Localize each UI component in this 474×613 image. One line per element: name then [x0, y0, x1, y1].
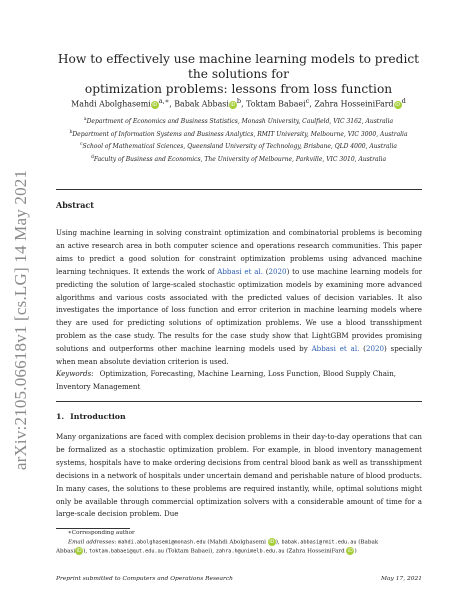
- orcid-icon[interactable]: iD: [76, 547, 82, 554]
- abstract-heading: Abstract: [56, 200, 94, 210]
- arxiv-sidebar: [4, 130, 38, 510]
- email-addresses-cont: Abbasi iD ), toktam.babaei@qut.edu.au (Toktam Babaei), zahra.h@unimelb.edu.au (Zahra HosseiniFard iD ): [56, 547, 357, 555]
- introduction-body: Many organizations are faced with complex decision problems in their day-to-day operations that can be formalized as a stochastic optimization problem. For example, in blood inventory management systems, hospitals have to make ordering decisions from central blood bank as well as transshipment decisions in a network of hospitals under uncertain demand and perishable nature of blood products. In many cases, the solutions to these problems are required instantly, while, optimal solutions might only be available through commercial optimization solvers with a considerable amount of time for a large-scale decision problem. Due: [56, 432, 422, 519]
- paper-title: [56, 52, 421, 97]
- footer-submission-note: Preprint submitted to Computers and Operations Research: [56, 576, 233, 582]
- email-link[interactable]: zahra.h@unimelb.edu.au: [215, 548, 285, 555]
- arxiv-identifier[interactable]: arXiv:2105.06618v1 [cs.LG] 14 May 2021: [11, 169, 30, 471]
- title-line-2: optimization problems: lessons from loss function: [84, 82, 393, 96]
- orcid-icon[interactable]: iD: [230, 101, 236, 108]
- section-divider: [56, 401, 422, 402]
- email-link[interactable]: mahdi.abolghasemi@monash.edu: [118, 539, 206, 546]
- author-name: Mahdi Abolghasemi: [71, 99, 151, 109]
- corresponding-author-note: ∗Corresponding author: [68, 530, 135, 536]
- footer-date: May 17, 2021: [381, 576, 422, 582]
- keywords-label: Keywords:: [56, 369, 94, 378]
- author-affiliation-marker: a,∗: [158, 97, 170, 105]
- keywords-text: Optimization, Forecasting, Machine Learning, Loss Function, Blood Supply Chain, Inventory Management: [56, 369, 397, 391]
- affiliation-item: $^a$Department of Economics and Business Statistics, Monash University, Caulfield, VIC 3162, Australia: [83, 117, 394, 125]
- section-heading: 1. Introduction: [56, 412, 126, 421]
- top-divider: [56, 189, 422, 190]
- citation-year-link[interactable]: 2020: [268, 266, 287, 276]
- author-list: Mahdi Abolghasemi iD $^{a,∗}$, Babak Abbasi iD $^b$, Toktam Babaei$^c$, Zahra HosseiniFard iD $^d$: [71, 97, 406, 109]
- citation-link[interactable]: Abbasi et al.: [311, 344, 360, 354]
- citation-link[interactable]: Abbasi et al.: [217, 266, 263, 276]
- title-line-1: How to effectively use machine learning models to predict the solutions for: [57, 52, 420, 81]
- citation-year-link[interactable]: 2020: [365, 344, 385, 354]
- abstract-body: Using machine learning in solving constraint optimization and combinatorial problems is becoming an active research area in both computer science and operations research communities. This paper aims to predict a good solution for constraint optimization problems using advanced machine learning techniques. It extends the work of Abbasi et al. (2020) to use machine learning models for predicting the solution of large-scaled stochastic optimization models by examining more advanced algorithms and various costs associated with the predicted values of decision variables. It also investigates the importance of loss function and error criterion in machine learning models where they are used for predicting solutions of optimization problems. We use a blood transshipment problem as the case study. The results for the case study show that LightGBM provides promising solutions and outperforms other machine learning models used by Abbasi et al. (2020) specially when mean absolute deviation criterion is used.: [56, 228, 423, 367]
- author-name: Zahra HosseiniFard: [314, 99, 394, 109]
- orcid-icon[interactable]: iD: [395, 101, 400, 108]
- affiliation-item: $^d$Faculty of Business and Economics, The University of Melbourne, Parkville, VIC 3010, Australia: [90, 154, 387, 163]
- author-affiliation-marker: c: [305, 97, 310, 105]
- orcid-icon[interactable]: iD: [152, 101, 158, 108]
- email-link[interactable]: babak.abbasi@rmit.edu.au: [281, 539, 357, 546]
- email-addresses: Email addresses: mahdi.abolghasemi@monash.edu (Mahdi Abolghasemi iD ), babak.abbasi@rmit.edu.au (Babak: [68, 538, 379, 546]
- orcid-icon[interactable]: iD: [269, 538, 275, 545]
- email-link[interactable]: toktam.babaei@qut.edu.au: [88, 548, 164, 555]
- author-affiliation-marker: b: [236, 97, 242, 105]
- keywords: [56, 368, 422, 394]
- author-name: Toktam Babaei: [246, 99, 306, 109]
- affiliation-item: $^b$Department of Information Systems and Business Analytics, RMIT University, Melbourne, VIC 3000, Australia: [69, 129, 408, 138]
- footnotes: [56, 529, 422, 556]
- author-affiliation-marker: d: [401, 97, 406, 105]
- affiliation-item: $^c$School of Mathematical Sciences, Queensland University of Technology, Brisbane, QLD 4000, Australia: [80, 142, 397, 151]
- orcid-icon[interactable]: iD: [348, 547, 353, 554]
- author-name: Babak Abbasi: [174, 99, 229, 109]
- affiliation-list: [56, 115, 421, 165]
